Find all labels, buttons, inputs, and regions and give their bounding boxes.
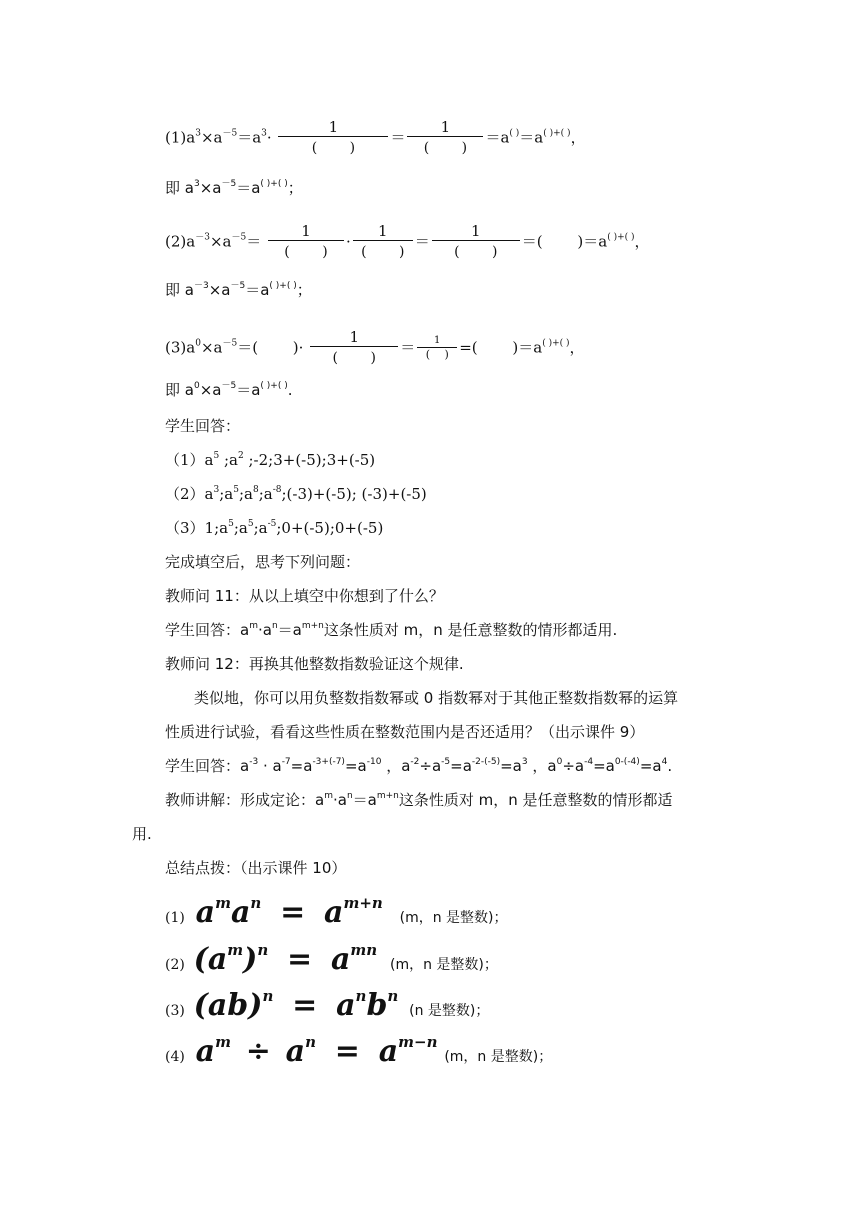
teacher-question-11: 教师问 11：从以上填空中你想到了什么？ [165, 587, 444, 605]
paragraph-line-1: 类似地，你可以用负整数指数幂或 0 指数幂对于其他正整数指数幂的运算 [194, 689, 679, 707]
fraction: $\frac{1}{( )}$ [407, 118, 483, 159]
student-answer-property: 学生回答：$a^m\cdot a^n=a^{m+n}$这条性质对 m，n 是任意整数的情形都适用. [165, 621, 618, 639]
after-fill-text: 完成填空后，思考下列问题： [165, 553, 361, 571]
fraction: $\frac{1}{( )}$ [268, 222, 344, 263]
rule-2: (2) $(a^m)^n = a^{mn}$ (m，n 是整数)； [165, 941, 498, 977]
conclusion-3: 即 $a^0\times a^{-5}=a^{( )+( )}$. [165, 381, 293, 399]
rule-1: (1) $a^ma^n = a^{m+n}$ (m，n 是整数)； [165, 894, 508, 930]
conclusion-1: 即 $a^3\times a^{-5}=a^{( )+( )}$； [165, 179, 303, 197]
fraction: $\frac{1}{( )}$ [278, 118, 388, 159]
summary-heading: 总结点拨：（出示课件 10） [165, 859, 347, 877]
paragraph-line-2: 性质进行试验，看看这些性质在整数范围内是否还适用？（出示课件 9） [165, 723, 645, 741]
teacher-explanation-end: 用. [132, 825, 152, 843]
answer-2: $(2)a^3;a^5;a^8;a^{-8};(-3)+(-5)$; (-3)+(-5) [165, 485, 427, 503]
conclusion-2: 即 $a^{-3}\times a^{-5}=a^{( )+( )}$； [165, 281, 312, 299]
answer-label: 学生回答： [165, 417, 241, 435]
fraction: $\frac{1}{( )}$ [310, 328, 398, 369]
fraction-small: $\frac{1}{( )}$ [417, 335, 457, 362]
rule-4: (4) $a^m \div a^n = a^{m-n}$ (m，n 是整数)； [165, 1033, 553, 1069]
equation-1: $(1)a^3\times a^{-5}=a^3\cdot$ $\frac{1}{( )}$ ＝ $\frac{1}{( )}$ ＝a( )＝a( )+( )， [165, 118, 586, 159]
answer-3: $(3)1;a^5;a^5;a^{-5};0+(-5);0+(-5)$ [165, 519, 384, 537]
equation-2: $(2)a^{-3}\times a^{-5}=$ $\frac{1}{( )}$ · $\frac{1}{( )}$ ＝ $\frac{1}{( )}$ ＝( )＝a( )+( )， [165, 222, 650, 263]
student-answer-examples: 学生回答：$a^{-3} \cdot a^{-7}=a^{-3+(-7)}=a^{-10}$ ，$a^{-2}\div a^{-5}=a^{-2-(-5)}=a^3$ ，$a^0\div a^{-4}=a^{0-(-4)}=a^4$. [165, 757, 673, 775]
equation-3: $(3)a^0\times a^{-5}=$( )· $\frac{1}{( )}$ ＝ $\frac{1}{( )}$ =( )＝a( )+( )， [165, 328, 585, 369]
fraction: $\frac{1}{( )}$ [432, 222, 520, 263]
teacher-question-12: 教师问 12：再换其他整数指数验证这个规律. [165, 655, 464, 673]
answer-1: $(1)a^5$ $;a^2$ ;-2;3+(-5);3+(-5) [165, 451, 376, 469]
teacher-explanation: 教师讲解：形成定论：$a^m\cdot a^n=a^{m+n}$这条性质对 m，n 是任意整数的情形都适 [165, 791, 673, 809]
fraction: $\frac{1}{( )}$ [353, 222, 413, 263]
rule-3: (3) $(ab)^n = a^nb^n$ (n 是整数)； [165, 987, 490, 1023]
